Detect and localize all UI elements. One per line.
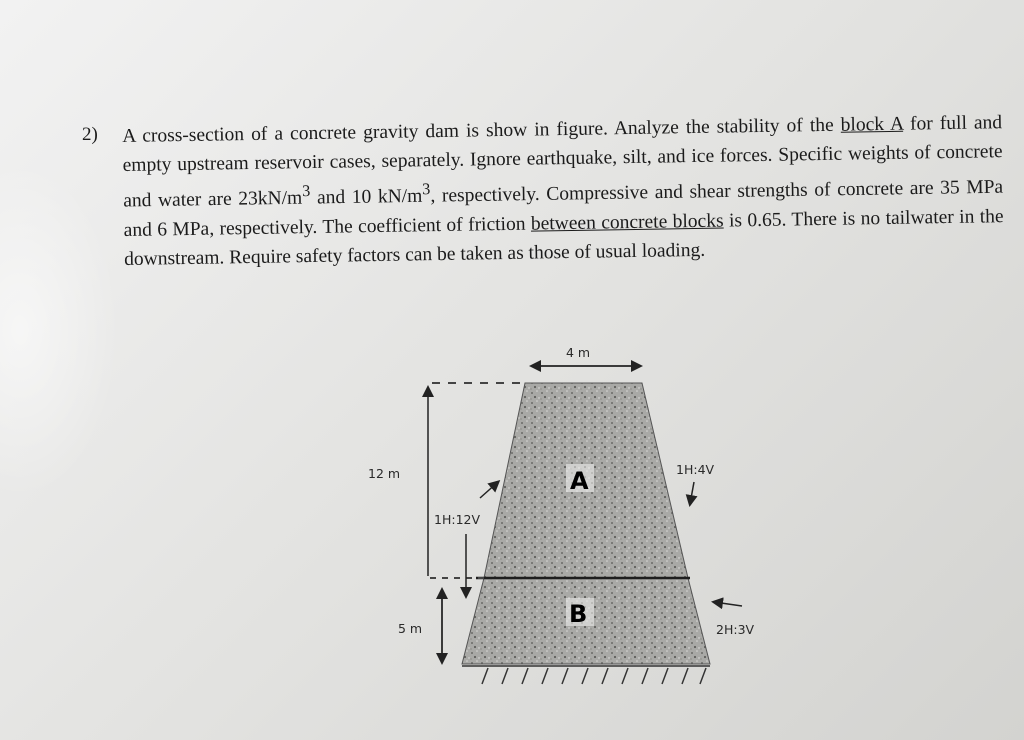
underlined-block-a: block A xyxy=(840,113,904,136)
top-width-label: 4 m xyxy=(566,345,591,360)
question-number: 2) xyxy=(82,124,98,145)
downstream-slope-b-label: 2H:3V xyxy=(716,622,755,637)
light-glare xyxy=(0,160,120,500)
superscript: 3 xyxy=(422,180,431,199)
dam-cross-section-figure xyxy=(360,336,800,696)
upstream-slope-label: 1H:12V xyxy=(434,512,481,527)
question-text-part: , respectively. Compressive and shear strengths of concrete are 35 MPa and 6 MPa, respectively. The coefficient of friction xyxy=(123,176,1004,241)
downstream-slope-a-arrow xyxy=(690,482,694,504)
block-b-label: B xyxy=(569,600,588,628)
height-label-5m: 5 m xyxy=(398,621,423,636)
ground-hatching xyxy=(462,666,710,684)
upstream-slope-arrow xyxy=(480,482,498,498)
question-text xyxy=(122,108,1004,273)
height-label-12m: 12 m xyxy=(368,466,401,481)
question-text-part: for full and empty upstream reservoir cases, separately. Ignore earthquake, silt, and ice forces. Specific weights of concrete and water are 23kN/m xyxy=(122,112,1003,212)
question-text-part: is 0.65. There is no tailwater in the downstream. Require safety factors can be taken as those of usual loading. xyxy=(123,205,1004,270)
downstream-slope-a-label: 1H:4V xyxy=(676,462,715,477)
downstream-slope-b-arrow xyxy=(714,602,742,606)
underlined-between-blocks: between concrete blocks xyxy=(530,210,724,235)
block-a-label: A xyxy=(570,467,589,495)
question-text-part: A cross-section of a concrete gravity dam is show in figure. Analyze the stability of the xyxy=(122,114,841,147)
question-text-part: and 10 kN/m xyxy=(310,185,423,209)
superscript: 3 xyxy=(301,182,311,201)
